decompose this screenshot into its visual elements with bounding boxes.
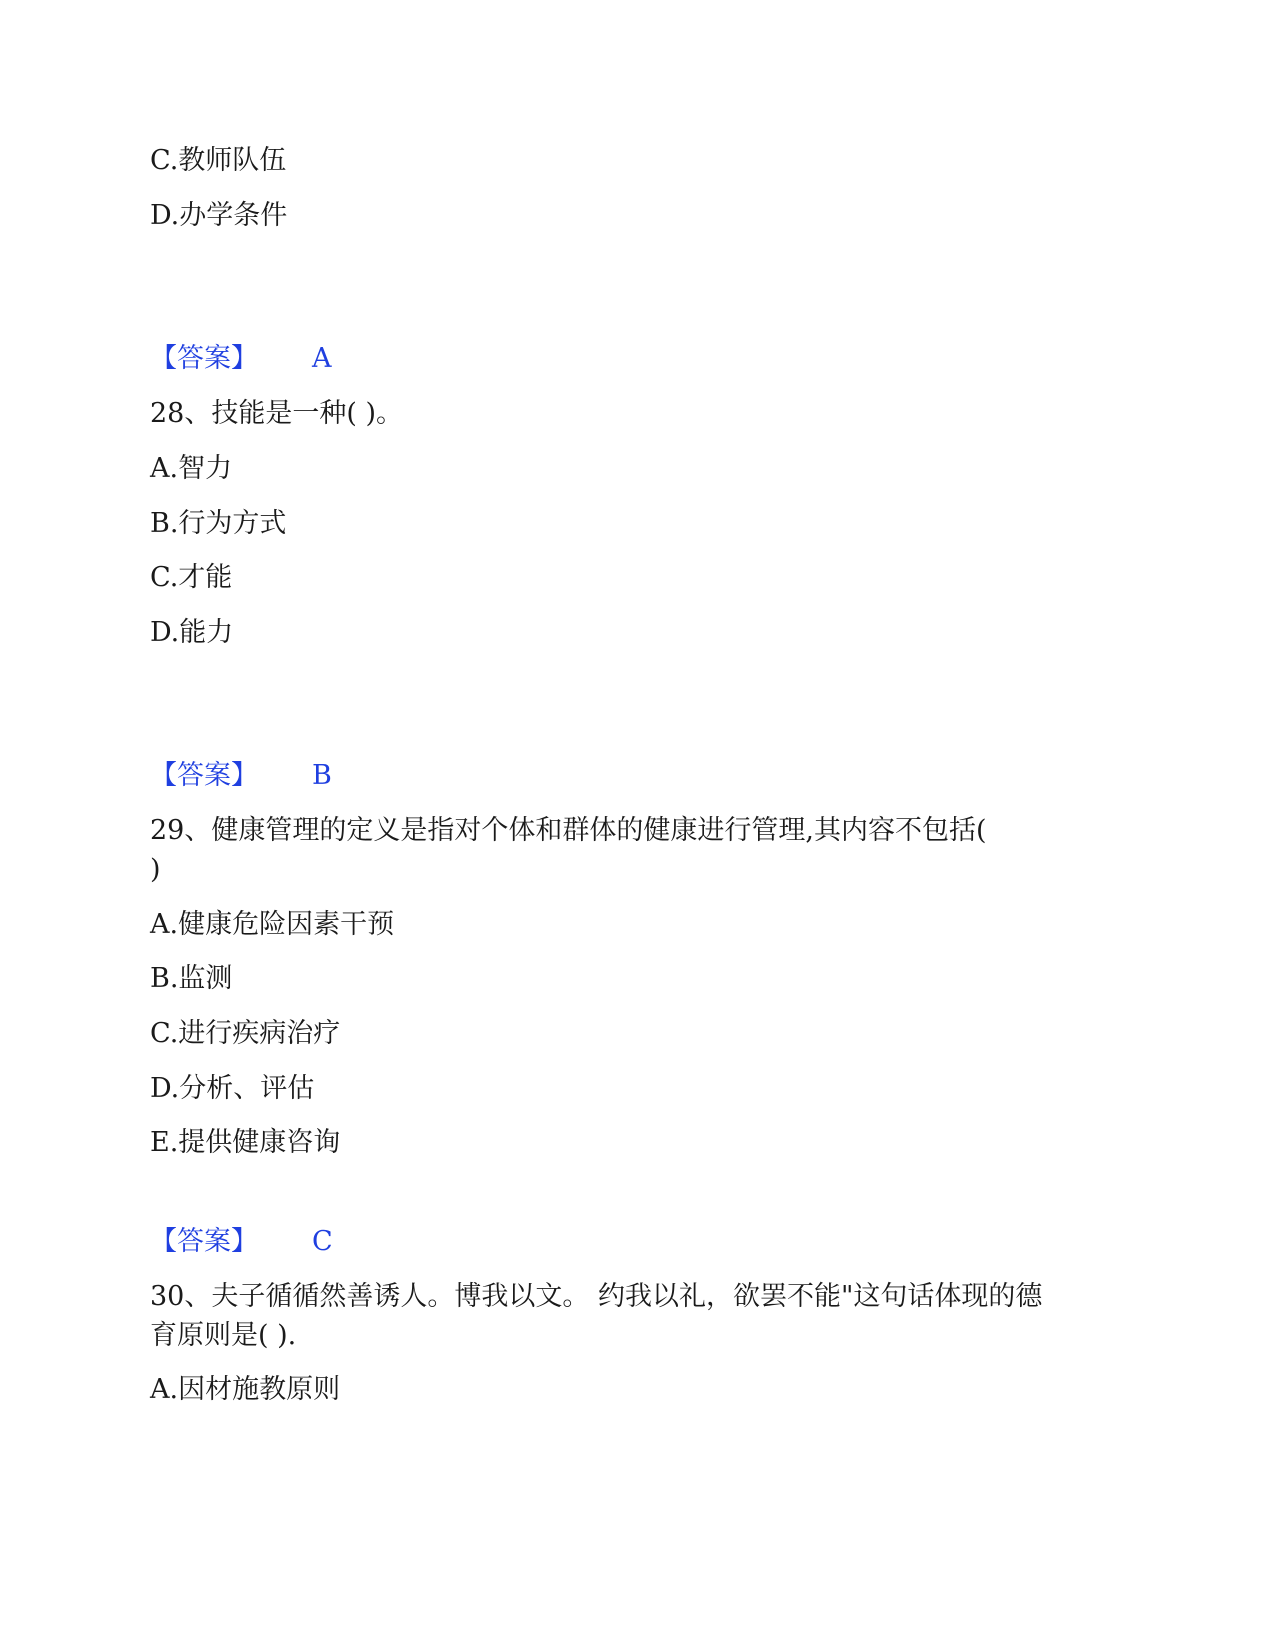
option-c: C.教师队伍: [150, 145, 287, 176]
q29-option-e: E.提供健康咨询: [150, 1127, 341, 1158]
answer-label: 【答案】: [150, 343, 258, 374]
question-30-stem-line1: 30、夫子循循然善诱人。博我以文。 约我以礼，欲罢不能"这句话体现的德: [150, 1281, 1043, 1312]
question-28-stem: 28、技能是一种( )。: [150, 398, 404, 429]
q28-option-b: B.行为方式: [150, 508, 287, 539]
q28-option-c: C.才能: [150, 562, 233, 593]
q29-answer-line: [150, 1225, 333, 1259]
answer-line: [150, 342, 332, 376]
answer-value: C: [312, 1226, 333, 1257]
question-29-stem-line2: ): [150, 854, 161, 885]
question-29-stem-line1: 29、健康管理的定义是指对个体和群体的健康进行管理,其内容不包括(: [150, 815, 987, 846]
answer-label: 【答案】: [150, 760, 258, 791]
answer-value: B: [312, 760, 332, 791]
answer-value: A: [312, 343, 332, 374]
q28-option-d: D.能力: [150, 617, 234, 648]
answer-label: 【答案】: [150, 1226, 258, 1257]
question-30-stem-line2: 育原则是( ).: [150, 1320, 297, 1351]
q30-option-a: A.因材施教原则: [150, 1374, 341, 1405]
q29-option-c: C.进行疾病治疗: [150, 1018, 341, 1049]
q28-option-a: A.智力: [150, 453, 233, 484]
q28-answer-line: [150, 759, 332, 793]
q29-option-d: D.分析、评估: [150, 1073, 315, 1104]
q29-option-b: B.监测: [150, 963, 233, 994]
q29-option-a: A.健康危险因素干预: [150, 909, 395, 940]
option-d: D.办学条件: [150, 200, 288, 231]
